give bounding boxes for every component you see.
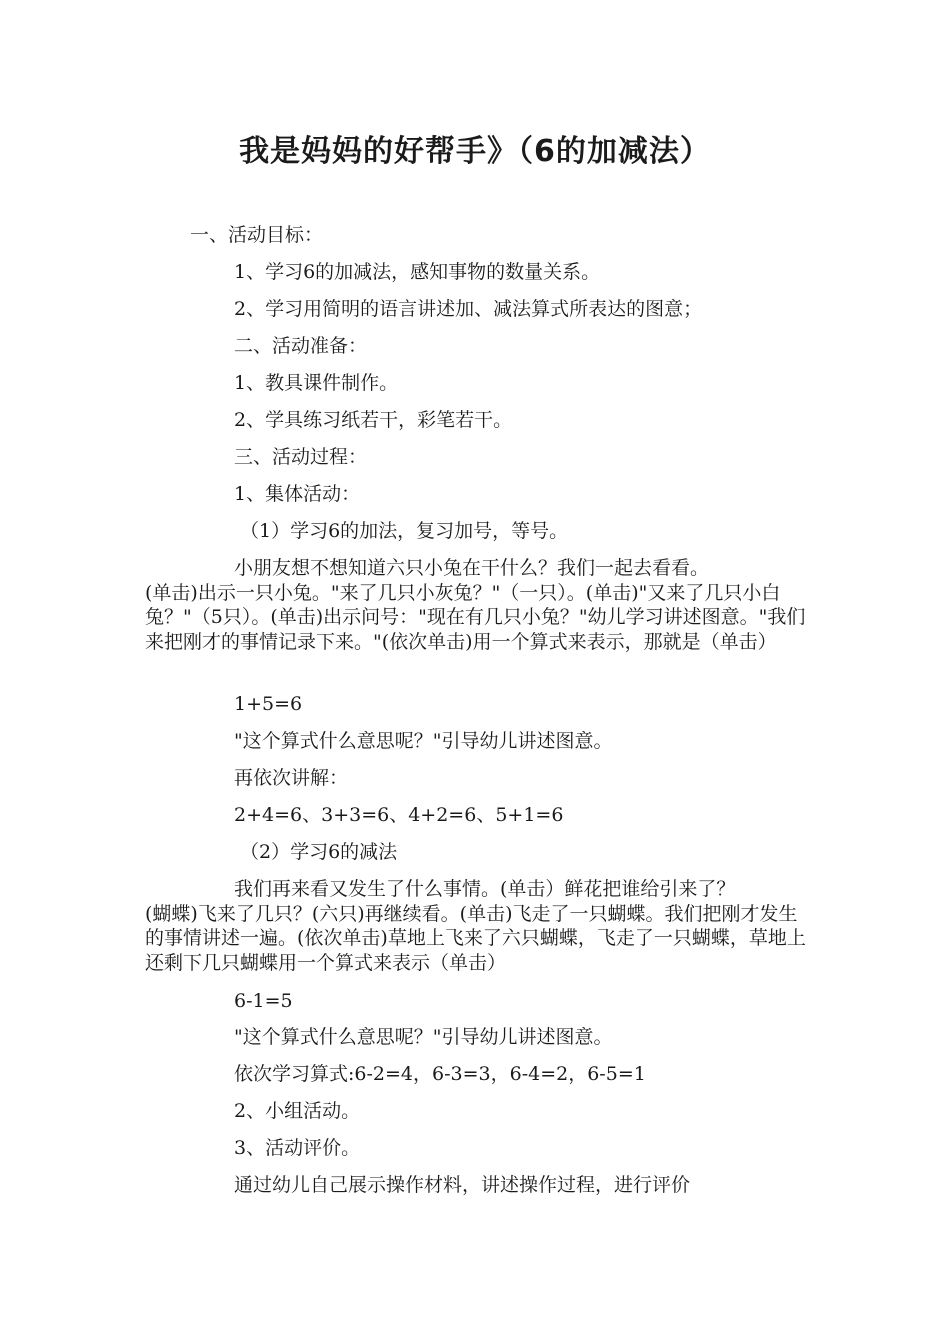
process-item-3: 3、活动评价。 [234, 1137, 361, 1159]
process-item-1: 1、集体活动： [234, 483, 361, 505]
addition-question: "这个算式什么意思呢？"引导幼儿讲述图意。 [234, 730, 613, 752]
section-heading-process: 三、活动过程： [234, 446, 368, 468]
addition-heading: （1）学习6的加法，复习加号，等号。 [240, 520, 569, 542]
subtraction-question: "这个算式什么意思呢？"引导幼儿讲述图意。 [234, 1026, 613, 1048]
addition-formula: 1+5=6 [234, 693, 303, 715]
evaluation-text: 通过幼儿自己展示操作材料，讲述操作过程，进行评价 [234, 1174, 691, 1196]
prep-item-2: 2、学具练习纸若干，彩笔若干。 [234, 409, 513, 431]
subtraction-paragraph [145, 877, 810, 975]
addition-paragraph [145, 556, 810, 654]
subtraction-paragraph-body: (蝴蝶)飞来了几只？(六只)再继续看。(单击)飞走了一只蝴蝶。我们把刚才发生的事情讲述一遍。(依次单击)草地上飞来了六只蝴蝶，飞走了一只蝴蝶，草地上还剩下几只蝴蝶用一个算式来表示（单击） [145, 902, 806, 974]
subtraction-formula: 6-1=5 [234, 990, 293, 1012]
process-item-2: 2、小组活动。 [234, 1100, 361, 1122]
prep-item-1: 1、教具课件制作。 [234, 372, 399, 394]
subtraction-paragraph-first-line: 我们再来看又发生了什么事情。(单击）鲜花把谁给引来了？ [234, 878, 736, 900]
section-heading-goals: 一、活动目标： [190, 224, 324, 246]
goal-item-1: 1、学习6的加减法，感知事物的数量关系。 [234, 261, 601, 283]
addition-paragraph-first-line: 小朋友想不想知道六只小兔在干什么？我们一起去看看。 [234, 557, 710, 579]
addition-more-label: 再依次讲解： [234, 767, 349, 789]
document-title: 我是妈妈的好帮手》（6的加减法） [239, 134, 711, 169]
subtraction-heading: （2）学习6的减法 [240, 841, 398, 863]
subtraction-more: 依次学习算式:6-2=4，6-3=3，6-4=2，6-5=1 [234, 1063, 646, 1085]
section-heading-preparation: 二、活动准备： [234, 335, 368, 357]
goal-item-2: 2、学习用简明的语言讲述加、减法算式所表达的图意； [234, 298, 703, 320]
addition-paragraph-body: (单击)出示一只小兔。"来了几只小灰兔？"（一只）。(单击)"又来了几只小白兔？"（5只）。(单击)出示问号："现在有几只小兔？"幼儿学习讲述图意。"我们来把刚才的事情记录下来。"(依次单击)用一个算式来表示，那就是（单击） [145, 581, 806, 653]
addition-formulas: 2+4=6、3+3=6、4+2=6、5+1=6 [234, 804, 564, 826]
